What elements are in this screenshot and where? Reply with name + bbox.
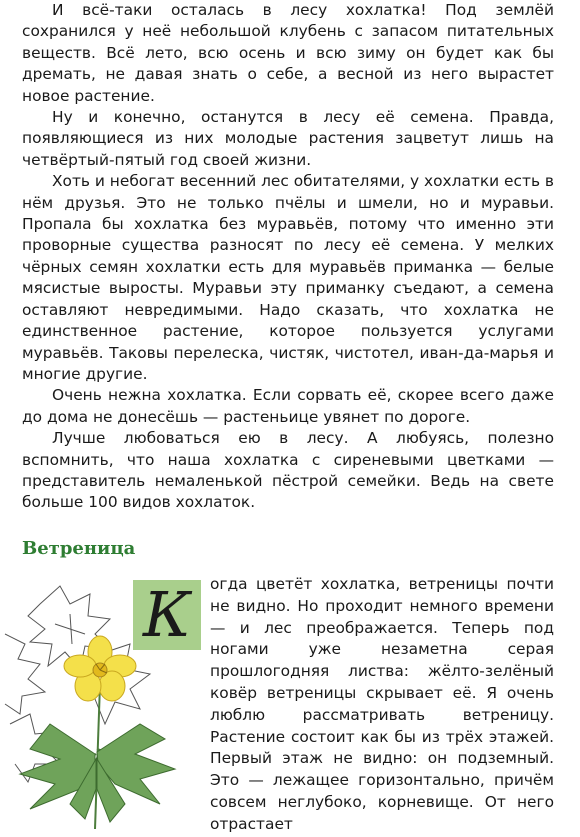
paragraph: Хоть и небогат весенний лес обитателями, у хохлатки есть в нём друзья. Это не только пчёлы и шмели, но и муравьи. Пропала бы хохлатка без муравьёв, потому что именно эти проворные существа разносят по лесу её семена. У мелких чёрных семян хохлатки есть для муравьёв приманка — белые мясистые выросты. Муравьи эту приманку съедают, а семена оставляют невредимыми. Надо сказать, что хохлатка не единственное растение, которое пользуется услугами муравьёв. Таковы перелеска, чистяк, чистотел, иван-да-марья и многие другие. bbox=[22, 172, 554, 383]
section-body bbox=[210, 574, 554, 836]
paragraph: И всё-таки осталась в лесу хохлатка! Под землёй сохранился у неё небольшой клубень с запасом питательных веществ. Всё лето, всю осень и всю зиму он будет как бы дремать, не давая знать о себе, а весной из него вырастет новое растение. bbox=[22, 1, 554, 105]
paragraph: Очень нежна хохлатка. Если сорвать её, скорее всего даже до дома не донесёшь — растеньице увянет по дороге. bbox=[22, 386, 554, 426]
article-body bbox=[22, 0, 554, 514]
paragraph: огда цветёт хохлатка, ветреницы почти не видно. Но проходит немного времени — и лес преображается. Теперь под ногами уже незаметна серая прошлогодняя листва: жёлто-зелёный ковёр ветреницы скрывает её. Я очень люблю рассматривать ветреницу. Растение состоит как бы из трёх этажей. Первый этаж не видно: он подземный. Это — лежащее горизонтально, причём совсем неглубоко, корневище. От него отрастает bbox=[210, 575, 554, 833]
dropcap-box bbox=[133, 580, 201, 650]
paragraph: Ну и конечно, останутся в лесу её семена. Правда, появляющиеся из них молодые растения зацветут лишь на четвёртый-пятый год своей жизни. bbox=[22, 108, 554, 169]
paragraph: Лучше любоваться ею в лесу. А любуясь, полезно вспомнить, что наша хохлатка с сиреневыми цветками — представитель немаленькой пёстрой семейки. Ведь на свете больше 100 видов хохлаток. bbox=[22, 429, 554, 512]
dropcap-letter: К bbox=[143, 578, 191, 651]
section-title: Ветреница bbox=[22, 538, 136, 559]
